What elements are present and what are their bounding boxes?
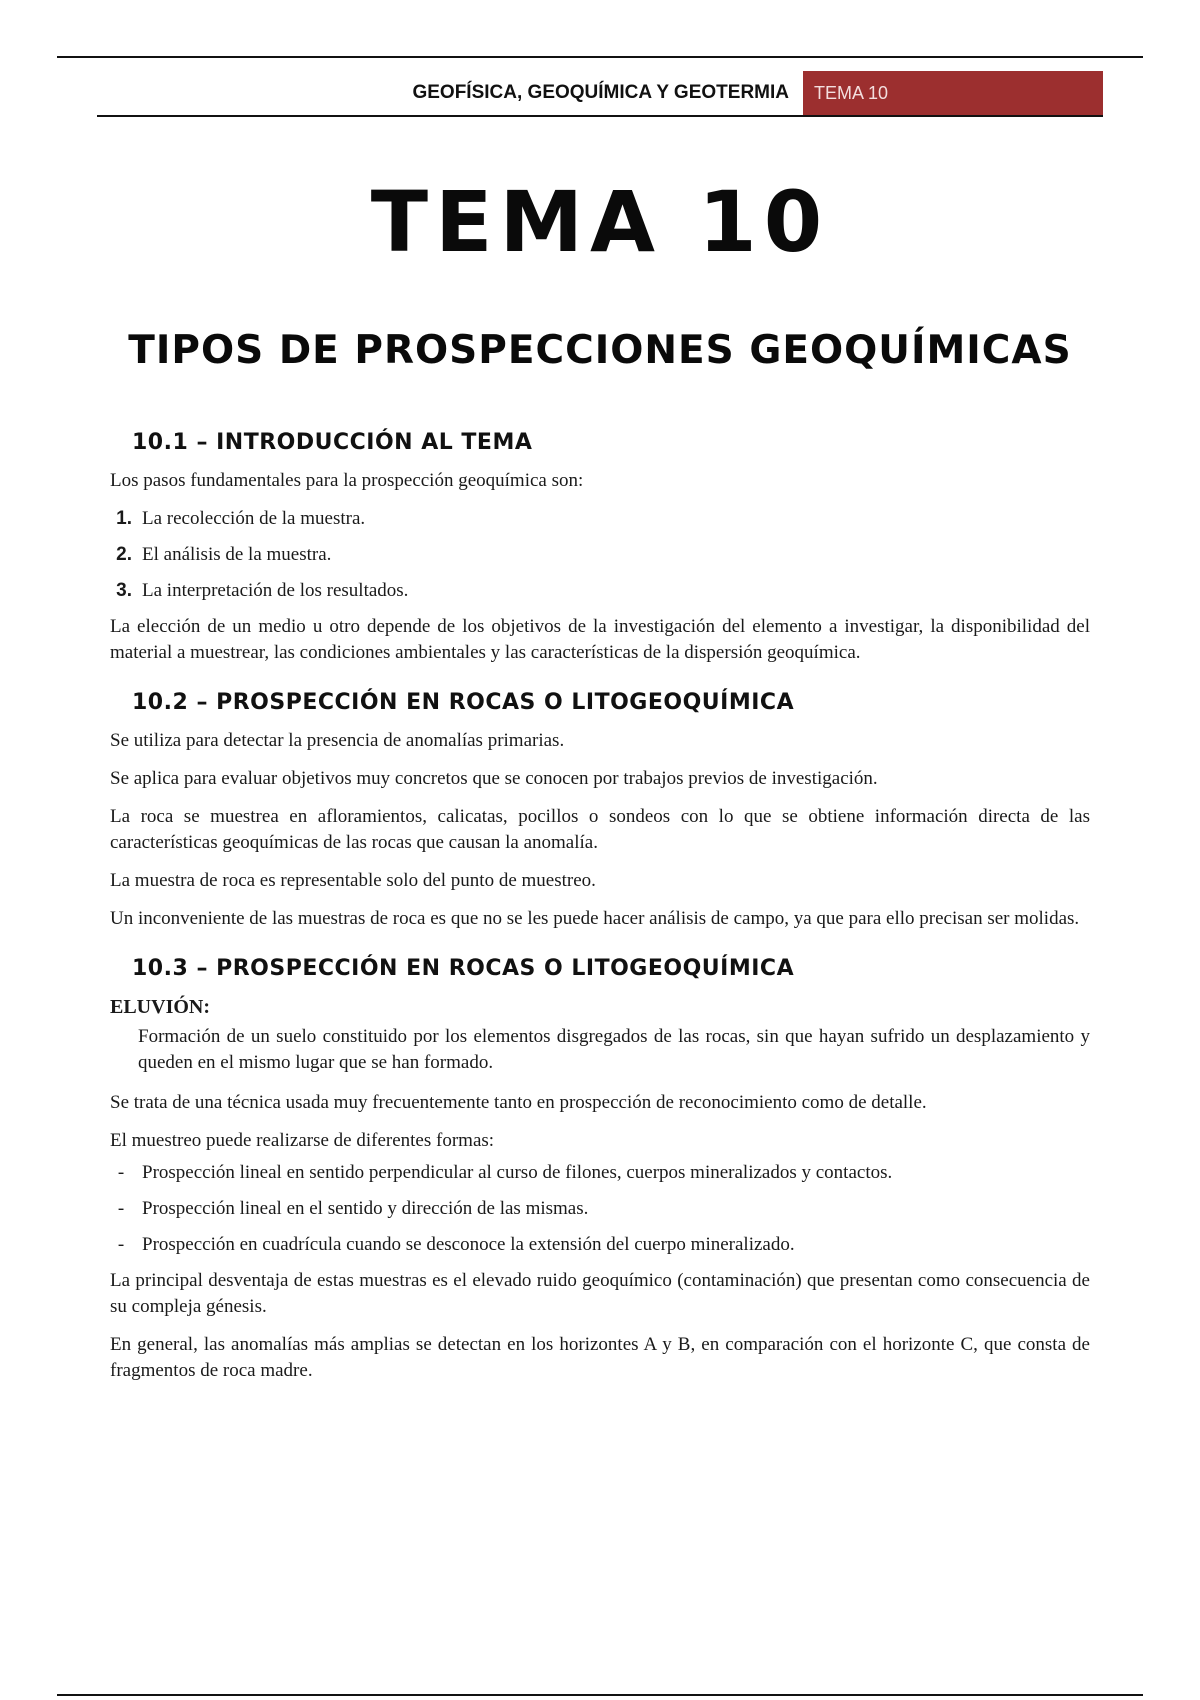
paragraph: En general, las anomalías más amplias se detectan en los horizontes A y B, en comparación con el horizonte C, que consta de fragmentos de roca madre. xyxy=(110,1334,1090,1381)
paragraph: La principal desventaja de estas muestras es el elevado ruido geoquímico (contaminación) que presentan como consecuencia de su compleja génesis. xyxy=(110,1270,1090,1317)
list-text: Prospección lineal en sentido perpendicular al curso de filones, cuerpos mineralizados y contactos. xyxy=(142,1162,893,1183)
list-item xyxy=(110,506,1090,532)
paragraph: El muestreo puede realizarse de diferentes formas: xyxy=(110,1130,495,1151)
list-text: El análisis de la muestra. xyxy=(142,544,332,565)
list-dash: - xyxy=(117,1234,125,1255)
paragraph: Los pasos fundamentales para la prospección geoquímica son: xyxy=(110,470,584,491)
list-text: La recolección de la muestra. xyxy=(142,508,366,529)
section-heading-10-2: 10.2 – PROSPECCIÓN EN ROCAS O LITOGEOQUÍMICA xyxy=(132,690,795,715)
paragraph: Se trata de una técnica usada muy frecuentemente tanto en prospección de reconocimiento como de detalle. xyxy=(110,1092,927,1113)
section-heading-10-1: 10.1 – INTRODUCCIÓN AL TEMA xyxy=(132,430,533,455)
paragraph: Se utiliza para detectar la presencia de anomalías primarias. xyxy=(110,730,565,751)
list-item xyxy=(110,1196,1090,1222)
list-number: 2. xyxy=(116,544,132,565)
list-number: 1. xyxy=(116,508,132,529)
list-item xyxy=(110,1160,1090,1186)
paragraph: Un inconveniente de las muestras de roca es que no se les puede hacer análisis de campo, ya que para ello precisan ser molidas. xyxy=(110,908,1080,929)
term-label: ELUVIÓN: xyxy=(110,996,211,1018)
term-definition: Formación de un suelo constituido por los elementos disgregados de las rocas, sin que hayan sufrido un desplazamiento y queden en el mismo lugar que se han formado. xyxy=(138,1026,1090,1073)
top-rule xyxy=(57,56,1143,58)
paragraph: La roca se muestrea en afloramientos, calicatas, pocillos o sondeos con lo que se obtiene información directa de las características geoquímicas de las rocas que causan la anomalía. xyxy=(110,806,1090,853)
main-title: TEMA 10 xyxy=(370,173,830,271)
page-header xyxy=(97,71,1103,117)
list-dash: - xyxy=(117,1162,125,1183)
paragraph: Se aplica para evaluar objetivos muy concretos que se conocen por trabajos previos de investigación. xyxy=(110,768,878,789)
methods-list xyxy=(110,1160,1090,1258)
document-body xyxy=(110,428,1090,1396)
list-text: La interpretación de los resultados. xyxy=(142,580,409,601)
list-text: Prospección en cuadrícula cuando se desconoce la extensión del cuerpo mineralizado. xyxy=(142,1234,795,1255)
paragraph: La muestra de roca es representable solo del punto de muestreo. xyxy=(110,870,596,891)
list-number: 3. xyxy=(116,580,132,601)
subtitle: TIPOS DE PROSPECCIONES GEOQUÍMICAS xyxy=(128,328,1072,373)
list-text: Prospección lineal en el sentido y dirección de las mismas. xyxy=(142,1198,589,1219)
bottom-rule xyxy=(57,1694,1143,1696)
list-item xyxy=(110,542,1090,568)
header-title: GEOFÍSICA, GEOQUÍMICA Y GEOTERMIA xyxy=(412,82,789,103)
section-heading-10-3: 10.3 – PROSPECCIÓN EN ROCAS O LITOGEOQUÍMICA xyxy=(132,956,795,981)
steps-list xyxy=(110,506,1090,604)
list-item xyxy=(110,578,1090,604)
list-dash: - xyxy=(117,1198,125,1219)
paragraph: La elección de un medio u otro depende de los objetivos de la investigación del elemento a investigar, la disponibilidad del material a muestrear, las condiciones ambientales y las características de la dispersión geoquímica. xyxy=(110,616,1090,663)
list-item xyxy=(110,1232,1090,1258)
header-tag: TEMA 10 xyxy=(803,71,1103,115)
